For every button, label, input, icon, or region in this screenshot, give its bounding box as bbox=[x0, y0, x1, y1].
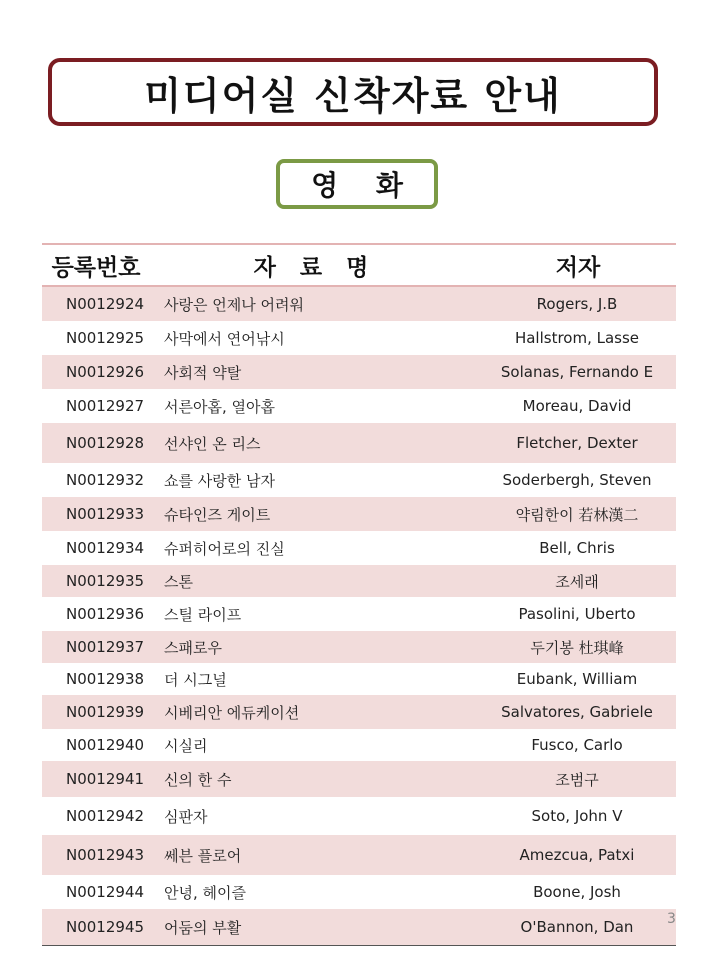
cell-author: Bell, Chris bbox=[539, 539, 615, 557]
cell-title: 사회적 약탈 bbox=[164, 363, 242, 382]
table-row bbox=[42, 355, 676, 389]
header-title: 자 료 명 bbox=[253, 254, 377, 281]
cell-title: 슈타인즈 게이트 bbox=[164, 505, 271, 524]
cell-reg-no: N0012944 bbox=[66, 883, 145, 901]
cell-author: Hallstrom, Lasse bbox=[514, 329, 640, 347]
cell-reg-no: N0012926 bbox=[66, 363, 145, 381]
cell-author: Boone, Josh bbox=[533, 883, 621, 901]
table-body bbox=[42, 287, 676, 945]
table-row bbox=[42, 463, 676, 497]
table-row bbox=[42, 321, 676, 355]
cell-author: Solanas, Fernando E bbox=[500, 363, 654, 381]
cell-reg-no: N0012927 bbox=[66, 397, 145, 415]
cell-reg-no: N0012928 bbox=[66, 434, 145, 452]
cell-reg-no: N0012940 bbox=[66, 736, 145, 754]
table-row bbox=[42, 389, 676, 423]
cell-title: 쇼를 사랑한 남자 bbox=[164, 471, 275, 490]
table-row bbox=[42, 423, 676, 463]
cell-reg-no: N0012924 bbox=[66, 295, 145, 313]
cell-author: Fletcher, Dexter bbox=[516, 434, 638, 452]
table-row bbox=[42, 797, 676, 835]
cell-author: Soderbergh, Steven bbox=[502, 471, 652, 489]
cell-reg-no: N0012937 bbox=[66, 638, 145, 656]
cell-reg-no: N0012945 bbox=[66, 918, 145, 936]
cell-author: Rogers, J.B bbox=[536, 295, 618, 313]
table-row bbox=[42, 497, 676, 531]
cell-author: Fusco, Carlo bbox=[531, 736, 623, 754]
cell-reg-no: N0012925 bbox=[66, 329, 145, 347]
table-row bbox=[42, 695, 676, 729]
cell-title: 더 시그널 bbox=[164, 670, 227, 689]
cell-title: 시실리 bbox=[164, 736, 208, 755]
cell-reg-no: N0012934 bbox=[66, 539, 145, 557]
category-label: 영 화 bbox=[276, 159, 438, 209]
cell-title: 선샤인 온 리스 bbox=[164, 434, 261, 453]
table-row bbox=[42, 631, 676, 663]
cell-title: 서른아홉, 열아홉 bbox=[164, 397, 275, 416]
cell-reg-no: N0012932 bbox=[66, 471, 145, 489]
cell-title: 사랑은 언제나 어려워 bbox=[164, 295, 304, 314]
cell-title: 신의 한 수 bbox=[164, 770, 232, 789]
cell-author: 약림한이 若林漢二 bbox=[515, 505, 639, 524]
table-row bbox=[42, 663, 676, 695]
cell-reg-no: N0012933 bbox=[66, 505, 145, 523]
cell-title: 스톤 bbox=[164, 572, 193, 591]
header-author: 저자 bbox=[555, 254, 601, 281]
cell-author: Moreau, David bbox=[522, 397, 632, 415]
cell-title: 슈퍼히어로의 진실 bbox=[164, 539, 285, 558]
cell-reg-no: N0012935 bbox=[66, 572, 145, 590]
cell-title: 심판자 bbox=[164, 807, 208, 826]
table-row bbox=[42, 909, 676, 945]
cell-author: 두기봉 杜琪峰 bbox=[530, 638, 624, 657]
cell-reg-no: N0012943 bbox=[66, 846, 145, 864]
cell-author: 조세래 bbox=[555, 572, 599, 591]
cell-reg-no: N0012938 bbox=[66, 670, 145, 688]
table-row bbox=[42, 597, 676, 631]
table-row bbox=[42, 531, 676, 565]
table-row bbox=[42, 835, 676, 875]
cell-reg-no: N0012939 bbox=[66, 703, 145, 721]
cell-title: 스패로우 bbox=[164, 638, 222, 657]
table-row bbox=[42, 565, 676, 597]
cell-author: Amezcua, Patxi bbox=[519, 846, 635, 864]
cell-author: Soto, John V bbox=[531, 807, 623, 825]
cell-author: Salvatores, Gabriele bbox=[501, 703, 653, 721]
header-reg-no: 등록번호 bbox=[51, 254, 141, 281]
cell-reg-no: N0012941 bbox=[66, 770, 145, 788]
cell-title: 어둠의 부활 bbox=[164, 918, 242, 937]
cell-title: 안녕, 헤이즐 bbox=[164, 883, 246, 902]
cell-title: 쎄븐 플로어 bbox=[164, 846, 242, 865]
cell-author: O'Bannon, Dan bbox=[520, 918, 634, 936]
cell-title: 시베리안 에듀케이션 bbox=[164, 703, 300, 722]
cell-reg-no: N0012942 bbox=[66, 807, 145, 825]
cell-reg-no: N0012936 bbox=[66, 605, 145, 623]
cell-title: 스틸 라이프 bbox=[164, 605, 242, 624]
cell-author: Eubank, William bbox=[516, 670, 638, 688]
table-row bbox=[42, 761, 676, 797]
cell-author: 조범구 bbox=[555, 770, 599, 789]
new-arrivals-table bbox=[42, 243, 676, 946]
table-row bbox=[42, 729, 676, 761]
page-number: 3 bbox=[667, 911, 676, 927]
cell-title: 사막에서 연어낚시 bbox=[164, 329, 285, 348]
table-row bbox=[42, 287, 676, 321]
page-title: 미디어실 신착자료 안내 bbox=[48, 58, 658, 126]
cell-author: Pasolini, Uberto bbox=[518, 605, 636, 623]
table-header bbox=[42, 245, 676, 287]
table-row bbox=[42, 875, 676, 909]
